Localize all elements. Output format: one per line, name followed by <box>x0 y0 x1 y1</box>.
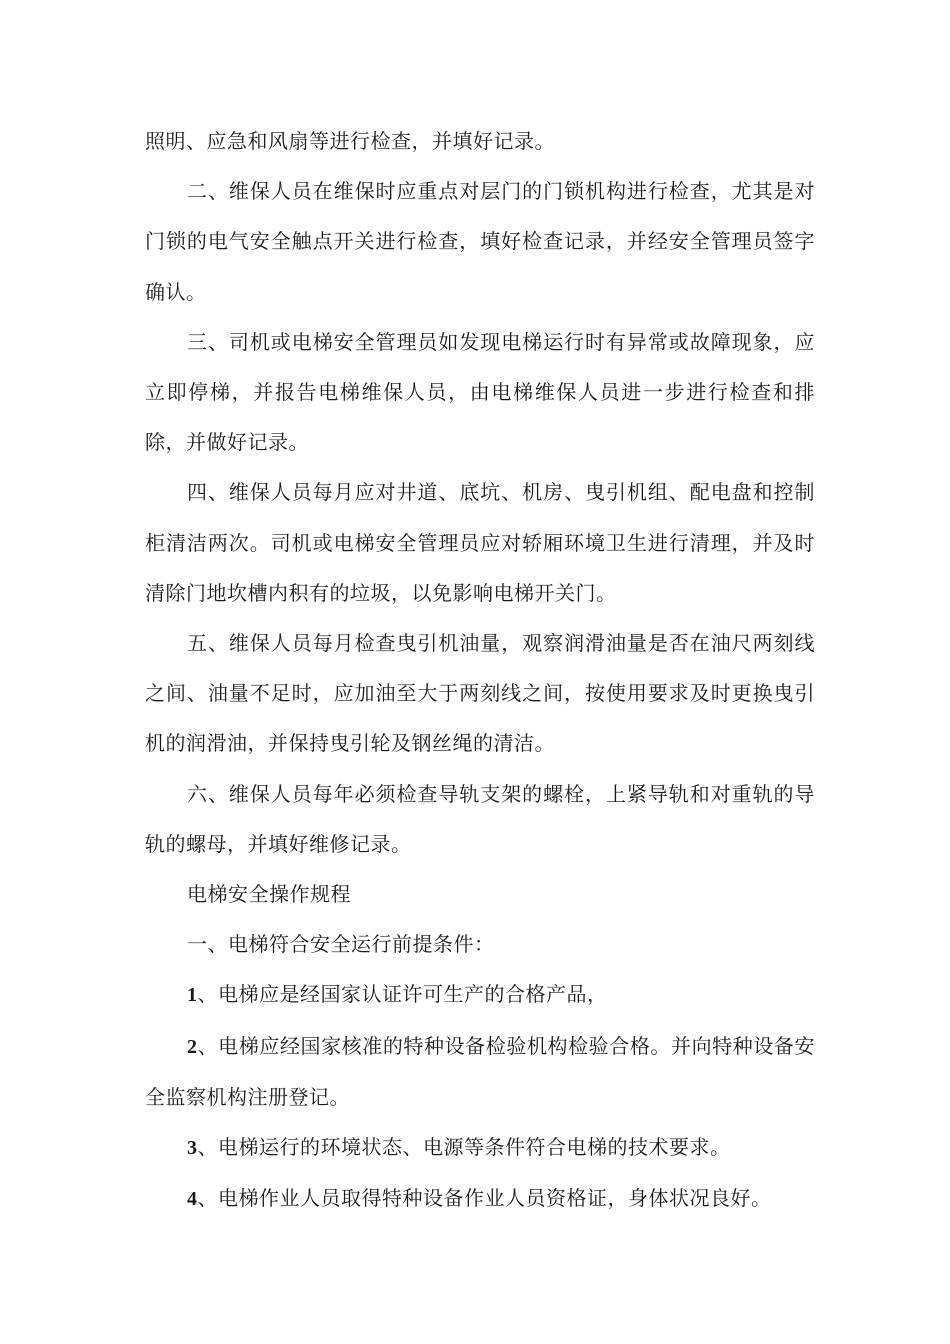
paragraph-item-2: 二、维保人员在维保时应重点对层门的门锁机构进行检查，尤其是对门锁的电气安全触点开关进行检查，填好检查记录，并经安全管理员签字确认。 <box>145 179 815 304</box>
paragraph-continuation: 照明、应急和风扇等进行检查，并填好记录。 <box>145 129 555 153</box>
item-number: 2 <box>187 1035 198 1058</box>
numbered-item-3 <box>145 1122 815 1173</box>
item-text: 、电梯应是经国家认证许可生产的合格产品， <box>197 982 608 1007</box>
item-text: 、电梯运行的环境状态、电源等条件符合电梯的技术要求。 <box>197 1135 731 1160</box>
paragraph-item-6: 六、维保人员每年必须检查导轨支架的螺栓，上紧导轨和对重轨的导轨的螺母，并填好维修记录。 <box>145 781 815 856</box>
item-number: 3 <box>187 1137 198 1160</box>
item-text: 、电梯应经国家核准的特种设备检验机构检验合格。并向特种设备安全监察机构注册登记。 <box>145 1033 815 1109</box>
numbered-item-2 <box>145 1021 815 1122</box>
paragraph-item-4: 四、维保人员每月应对井道、底坑、机房、曳引机组、配电盘和控制柜清洁两次。司机或电梯安全管理员应对轿厢环境卫生进行清理，并及时清除门地坎槽内积有的垃圾，以免影响电梯开关门。 <box>145 480 815 605</box>
section-heading: 电梯安全操作规程 <box>187 882 351 907</box>
section-subheading: 一、电梯符合安全运行前提条件： <box>187 932 495 957</box>
paragraph-item-5: 五、维保人员每月检查曳引机油量，观察润滑油量是否在油尺两刻线之间、油量不足时，应加油至大于两刻线之间，按使用要求及时更换曳引机的润滑油，并保持曳引轮及钢丝绳的清洁。 <box>145 631 815 756</box>
document-body <box>145 116 815 1224</box>
numbered-item-1 <box>145 969 815 1020</box>
paragraph-item-3: 三、司机或电梯安全管理员如发现电梯运行时有异常或故障现象，应立即停梯，并报告电梯维保人员，由电梯维保人员进一步进行检查和排除，并做好记录。 <box>145 329 815 455</box>
item-text: 、电梯作业人员取得特种设备作业人员资格证，身体状况良好。 <box>197 1186 772 1211</box>
numbered-item-4 <box>145 1173 815 1224</box>
item-number: 1 <box>187 984 198 1007</box>
item-number: 4 <box>187 1188 198 1211</box>
